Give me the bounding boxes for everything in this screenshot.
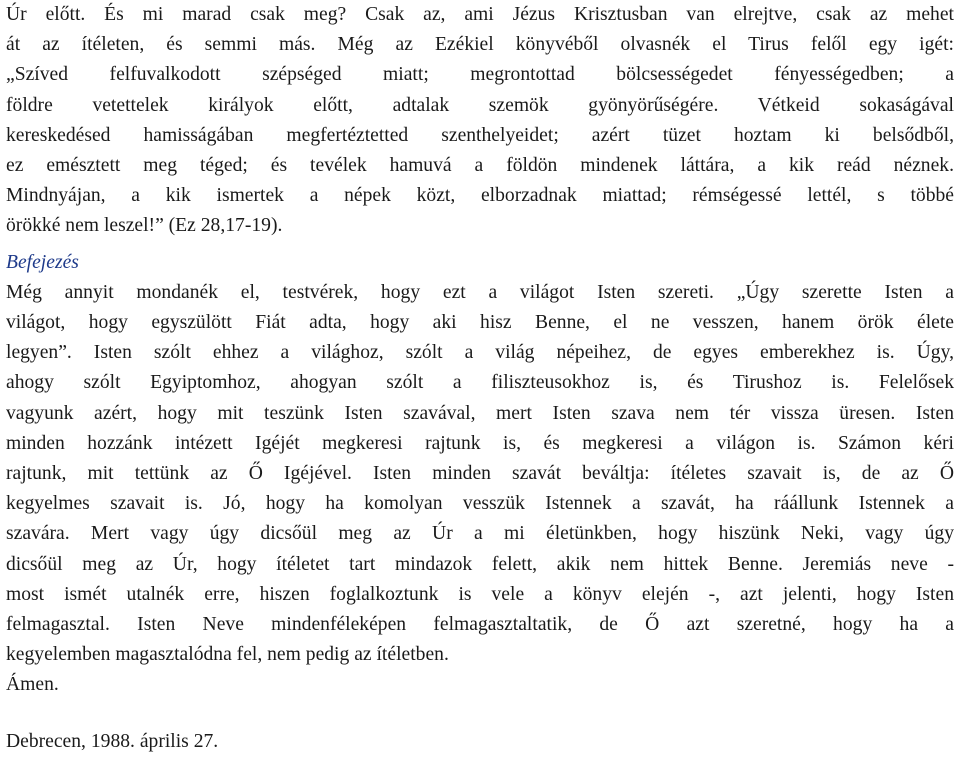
- paragraph-tirus-prophecy: [6, 0, 954, 242]
- text-line: kegyelmes szavait is. Jó, hogy ha komolyan vesszük Istennek a szavát, ha ráállunk Istennek a: [6, 493, 954, 515]
- text-line: legyen”. Isten szólt ehhez a világhoz, szólt a világ népeihez, de egyes emberekhez is. Úgy,: [6, 342, 954, 364]
- text-line: Még annyit mondanék el, testvérek, hogy ezt a világot Isten szereti. „Úgy szerette Isten a: [6, 281, 954, 303]
- paragraph-conclusion: [6, 278, 954, 671]
- date-line: Debrecen, 1988. április 27.: [6, 730, 219, 752]
- text-line: örökké nem leszel!” (Ez 28,17-19).: [6, 215, 283, 237]
- text-line: ahogy szólt Egyiptomhoz, ahogyan szólt a filiszteusokhoz is, és Tirushoz is. Felelősek: [6, 372, 954, 394]
- text-line: most ismét utalnék erre, hiszen foglalkoztunk is vele a könyv elején -, azt jelenti, hogy Isten: [6, 583, 954, 605]
- text-line: kegyelemben magasztalódna fel, nem pedig az ítéletben.: [6, 644, 449, 666]
- text-line: rajtunk, mit tettünk az Ő Igéjével. Isten minden szavát beváltja: ítéletes szavait is, de az Ő: [6, 463, 954, 485]
- text-line: kereskedésed hamisságában megfertéztetted szenthelyeidet; azért tüzet hoztam ki belsődből,: [6, 124, 954, 146]
- document-page: [6, 0, 954, 757]
- text-line: át az ítéleten, és semmi más. Még az Ezékiel könyvéből olvasnék el Tirus felől egy igét:: [6, 34, 954, 56]
- section-heading-befejezes: Befejezés: [6, 251, 79, 273]
- amen-line: Ámen.: [6, 674, 59, 696]
- text-line: ez emésztett meg téged; és tevélek hamuvá a földön mindenek láttára, a kik reád néznek.: [6, 155, 954, 177]
- text-line: Mindnyájan, a kik ismertek a népek közt, elborzadnak miattad; rémségessé lettél, s többé: [6, 185, 954, 207]
- text-line: földre vetettelek királyok előtt, adtalak szemök gyönyörűségére. Vétkeid sokaságával: [6, 94, 954, 116]
- text-line: felmagasztal. Isten Neve mindenféleképen felmagasztaltatik, de Ő azt szeretné, hogy ha a: [6, 614, 954, 636]
- text-line: vagyunk azért, hogy mit teszünk Isten szavával, mert Isten szava nem tér vissza üresen. Isten: [6, 402, 954, 424]
- text-line: minden hozzánk intézett Igéjét megkeresi rajtunk is, és megkeresi a világon is. Számon kéri: [6, 432, 954, 454]
- text-line: világot, hogy egyszülött Fiát adta, hogy aki hisz Benne, el ne vesszen, hanem örök élete: [6, 312, 954, 334]
- text-line: dicsőül meg az Úr, hogy ítéletet tart mindazok felett, akik nem hittek Benne. Jeremiás neve -: [6, 553, 954, 575]
- text-line: „Szíved felfuvalkodott szépséged miatt; megrontottad bölcsességedet fényességedben; a: [6, 64, 954, 86]
- text-line: szavára. Mert vagy úgy dicsőül meg az Úr a mi életünkben, hogy hiszünk Neki, vagy úgy: [6, 523, 954, 545]
- text-line: Úr előtt. És mi marad csak meg? Csak az, ami Jézus Krisztusban van elrejtve, csak az mehet: [6, 4, 954, 25]
